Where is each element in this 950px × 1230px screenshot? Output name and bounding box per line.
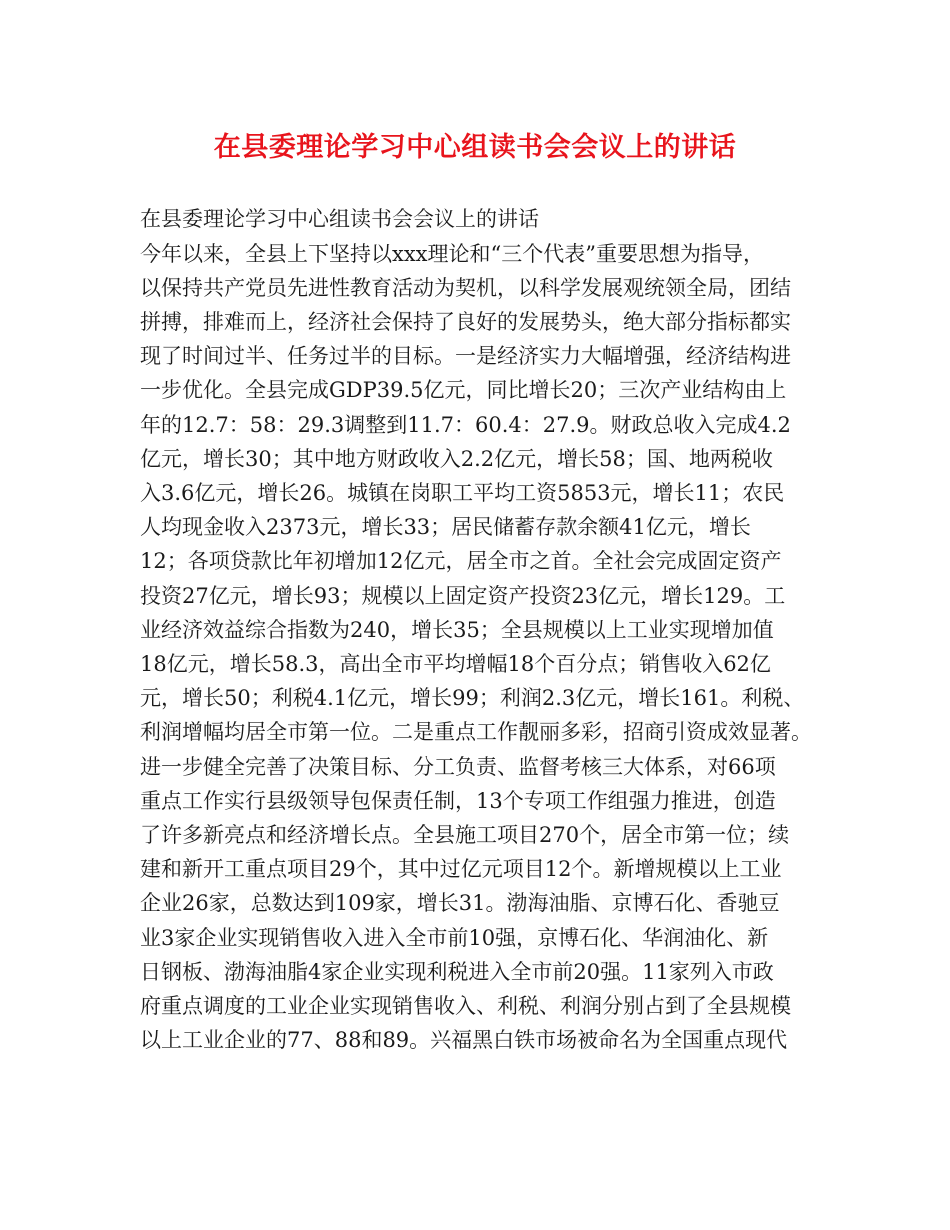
body-line: 企业26家，总数达到109家，增长31。渤海油脂、京博石化、香驰豆 (140, 891, 780, 916)
body-line: 投资27亿元，增长93；规模以上固定资产投资23亿元，增长129。工 (140, 583, 786, 608)
body-line: 年的12.7：58：29.3调整到11.7：60.4：27.9。财政总收入完成4.2 (140, 412, 791, 437)
body-line: 一步优化。全县完成GDP39.5亿元，同比增长20；三次产业结构由上 (140, 378, 787, 403)
body-line: 日钢板、渤海油脂4家企业实现利税进入全市前20强。11家列入市政 (140, 959, 774, 984)
body-line: 入3.6亿元，增长26。城镇在岗职工平均工资5853元，增长11；农民 (140, 480, 785, 505)
body-line: 今年以来，全县上下坚持以xxx理论和“三个代表”重要思想为指导， (140, 241, 764, 266)
body-line: 以保持共产党员先进性教育活动为契机，以科学发展观统领全局，团结 (140, 275, 791, 300)
body-line: 了许多新亮点和经济增长点。全县施工项目270个，居全市第一位；续 (140, 822, 790, 847)
body-line: 亿元，增长30；其中地方财政收入2.2亿元，增长58；国、地两税收 (140, 446, 773, 471)
body-line: 18亿元，增长58.3，高出全市平均增幅18个百分点；销售收入62亿 (140, 651, 771, 676)
document-body (140, 237, 830, 1058)
body-line: 建和新开工重点项目29个，其中过亿元项目12个。新增规模以上工业 (140, 857, 782, 882)
body-line: 利润增幅均居全市第一位。二是重点工作靓丽多彩，招商引资成效显著。 (140, 720, 812, 745)
body-line: 人均现金收入2373元，增长33；居民储蓄存款余额41亿元，增长 (140, 515, 751, 540)
body-line: 元，增长50；利税4.1亿元，增长99；利润2.3亿元，增长161。利税、 (140, 686, 805, 711)
body-line: 重点工作实行县级领导包保责任制，13个专项工作组强力推进，创造 (140, 788, 776, 813)
body-line: 以上工业企业的77、88和89。兴福黑白铁市场被命名为全国重点现代 (140, 1028, 788, 1053)
body-line: 业3家企业实现销售收入进入全市前10强，京博石化、华润油化、新 (140, 925, 769, 950)
document-title: 在县委理论学习中心组读书会会议上的讲话 (213, 132, 737, 163)
body-line: 进一步健全完善了决策目标、分工负责、监督考核三大体系，对66项 (140, 754, 776, 779)
body-line: 拼搏，排难而上，经济社会保持了良好的发展势头，绝大部分指标都实 (140, 309, 791, 334)
body-line: 12；各项贷款比年初增加12亿元，居全市之首。全社会完成固定资产 (140, 549, 782, 574)
body-line: 业经济效益综合指数为240，增长35；全县规模以上工业实现增加值 (140, 617, 774, 642)
body-line: 府重点调度的工业企业实现销售收入、利税、利润分别占到了全县规模 (140, 993, 791, 1018)
body-line: 现了时间过半、任务过半的目标。一是经济实力大幅增强，经济结构进 (140, 344, 791, 369)
document-subtitle: 在县委理论学习中心组读书会会议上的讲话 (140, 207, 539, 231)
